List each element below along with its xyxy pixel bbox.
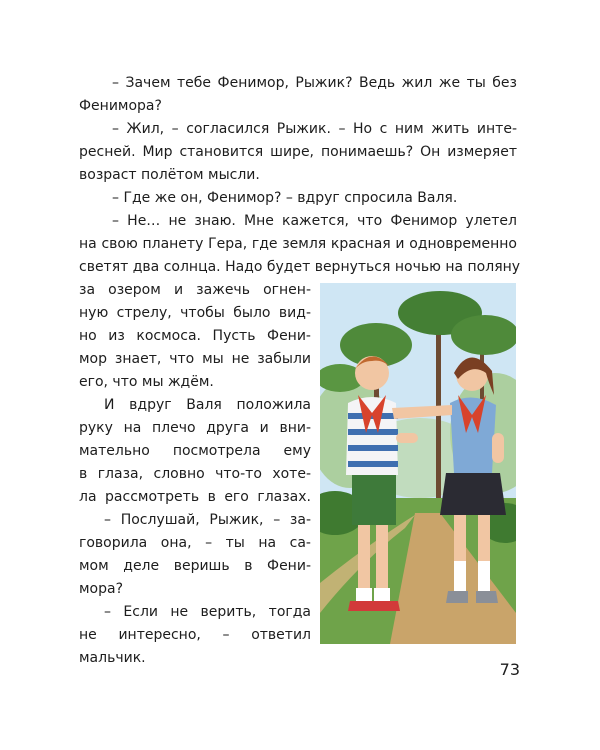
text-line: светят два солнца. Надо будет вернуться ночью на поляну (79, 259, 521, 275)
text-line: И вдруг Валя положила (104, 397, 311, 413)
text-line: возраст полётом мысли. (79, 167, 260, 183)
text-line: в глаза, словно что-то хоте- (79, 466, 311, 482)
text-line: мательно посмотрела ему (79, 443, 311, 459)
text-line: – Если не верить, тогда (104, 604, 311, 620)
text-line: мальчик. (79, 650, 146, 666)
text-line: – Жил, – согласился Рыжик. – Но с ним жить инте- (112, 121, 517, 137)
text-line: не интересно, – ответил (79, 627, 311, 643)
page-number: 73 (499, 660, 520, 679)
text-line: мор знает, что мы не забыли (79, 351, 311, 367)
text-line: на свою планету Гера, где земля красная и одновременно (79, 236, 517, 252)
text-line: – Послушай, Рыжик, – за- (104, 512, 311, 528)
text-line: ную стрелу, чтобы было вид- (79, 305, 311, 321)
text-line: за озером и зажечь огнен- (79, 282, 311, 298)
text-line: мора? (79, 581, 124, 597)
text-line: – Где же он, Фенимор? – вдруг спросила Валя. (112, 190, 458, 206)
text-line: его, что мы ждём. (79, 374, 214, 390)
text-line: говорила она, – ты на са- (79, 535, 311, 551)
text-line: – Не… не знаю. Мне кажется, что Фенимор улетел (112, 213, 517, 229)
text-line: мом деле веришь в Фени- (79, 558, 311, 574)
story-illustration (320, 283, 516, 644)
text-line: руку на плечо друга и вни- (79, 420, 311, 436)
text-line: ла рассмотреть в его глазах. (79, 489, 311, 505)
text-line: Фенимора? (79, 98, 162, 114)
text-line: – Зачем тебе Фенимор, Рыжик? Ведь жил же ты без (112, 75, 517, 91)
text-line: но из космоса. Пусть Фени- (79, 328, 311, 344)
text-line: ресней. Мир становится шире, понимаешь? Он измеряет (79, 144, 517, 160)
